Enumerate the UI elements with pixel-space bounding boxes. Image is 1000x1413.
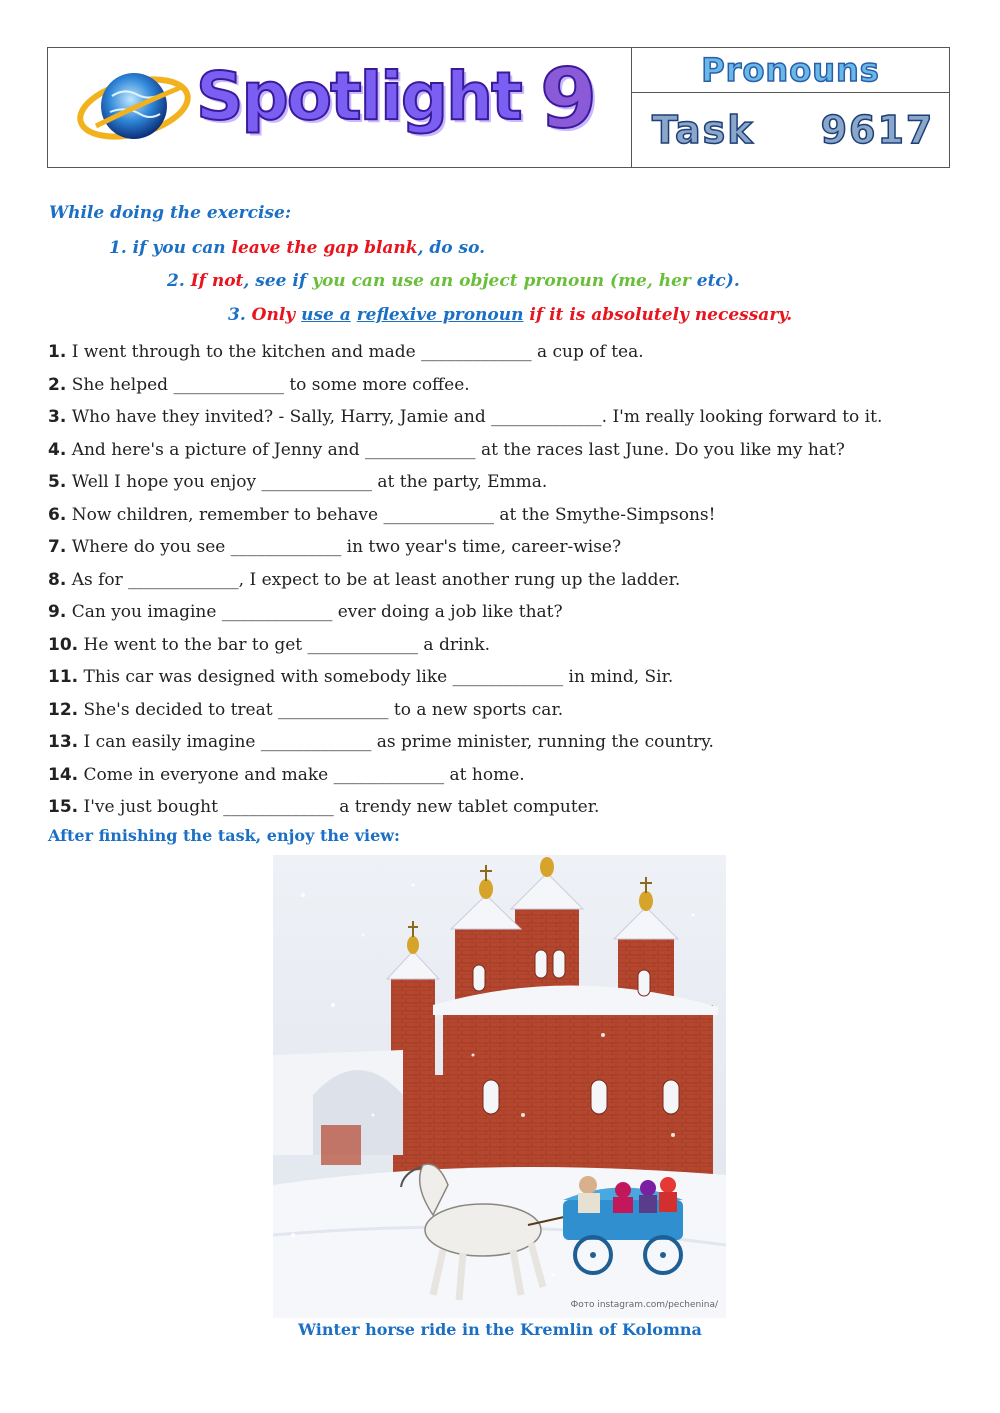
instruction-3-num: 3. xyxy=(228,305,246,325)
instruction-2-num: 2. xyxy=(167,271,185,291)
instruction-2-b: , see if xyxy=(243,271,307,291)
sentence-text: I went through to the kitchen and made _____________ a cup of tea. xyxy=(71,342,644,362)
sentence-number: 6. xyxy=(48,504,67,525)
instruction-2-c: you can use an object pronoun ( xyxy=(312,271,619,291)
instruction-3-a: Only xyxy=(251,305,296,325)
logo-wordmark: Spotlight xyxy=(196,58,521,135)
sentence-text: She's decided to treat _____________ to a new sports car. xyxy=(83,699,564,720)
list-item xyxy=(48,401,958,434)
list-item xyxy=(48,434,958,467)
task-cell xyxy=(632,93,949,167)
globe-icon xyxy=(76,66,196,146)
page-title: Pronouns xyxy=(701,51,880,89)
instruction-2 xyxy=(167,271,740,291)
list-item xyxy=(48,661,958,694)
sentence-text: Now children, remember to behave _____________ at the Smythe-Simpsons! xyxy=(71,504,716,525)
instruction-3 xyxy=(228,305,792,325)
list-item xyxy=(48,499,958,532)
list-item xyxy=(48,694,958,727)
list-item xyxy=(48,791,958,824)
photo-caption: Winter horse ride in the Kremlin of Kolomna xyxy=(298,1320,702,1339)
sentence-text: Can you imagine _____________ ever doing a job like that? xyxy=(71,602,563,622)
sentence-text: I can easily imagine _____________ as prime minister, running the country. xyxy=(83,732,714,752)
sentence-text: This car was designed with somebody like _____________ in mind, Sir. xyxy=(83,667,674,687)
header-box xyxy=(47,47,950,168)
instruction-1-b: leave the gap blank xyxy=(231,238,418,258)
title-panel xyxy=(632,48,949,167)
list-item xyxy=(48,369,958,402)
list-item xyxy=(48,336,958,369)
sentence-number: 14. xyxy=(48,764,79,785)
list-item xyxy=(48,531,958,564)
title-cell xyxy=(632,48,949,93)
sentence-number: 3. xyxy=(48,407,67,427)
kremlin-winter-photo xyxy=(273,855,726,1318)
sentence-text: Where do you see _____________ in two year's time, career-wise? xyxy=(71,537,622,557)
instruction-3-b: use a xyxy=(301,305,351,325)
instruction-1 xyxy=(109,238,485,258)
sentence-text: Come in everyone and make _____________ at home. xyxy=(83,764,525,785)
sentence-text: As for _____________, I expect to be at least another rung up the ladder. xyxy=(71,569,681,590)
sentence-number: 10. xyxy=(48,634,79,655)
logo-area xyxy=(48,48,632,167)
sentence-text: And here's a picture of Jenny and _____________ at the races last June. Do you like my hat? xyxy=(71,439,845,460)
sentence-number: 8. xyxy=(48,569,67,590)
sentence-number: 2. xyxy=(48,374,67,395)
sentence-number: 11. xyxy=(48,667,79,687)
sentence-text: She helped _____________ to some more coffee. xyxy=(71,374,470,395)
sentence-number: 5. xyxy=(48,472,67,492)
instruction-2-e: etc). xyxy=(696,271,740,291)
sentence-number: 12. xyxy=(48,699,79,720)
task-number: 9617 xyxy=(820,108,935,152)
sentence-text: I've just bought _____________ a trendy new tablet computer. xyxy=(83,797,600,817)
list-item xyxy=(48,596,958,629)
sentence-list xyxy=(48,336,958,824)
list-item xyxy=(48,629,958,662)
list-item xyxy=(48,759,958,792)
after-task-note: After finishing the task, enjoy the view: xyxy=(48,826,400,845)
instruction-3-e: . xyxy=(786,305,793,325)
instruction-1-num: 1. xyxy=(109,238,127,258)
sentence-text: He went to the bar to get _____________ a drink. xyxy=(83,634,491,655)
instruction-3-d: if it is absolutely necessary xyxy=(529,305,787,325)
instruction-2-a: If not xyxy=(190,271,244,291)
sentence-text: Who have they invited? - Sally, Harry, Jamie and _____________. I'm really looking forward to it. xyxy=(71,407,883,427)
sentence-text: Well I hope you enjoy _____________ at the party, Emma. xyxy=(71,472,548,492)
sentence-number: 4. xyxy=(48,439,67,460)
instruction-2-d: me, her xyxy=(618,271,691,291)
list-item xyxy=(48,726,958,759)
sentence-number: 1. xyxy=(48,342,67,362)
instruction-1-a: if you can xyxy=(132,238,226,258)
instruction-3-c: reflexive pronoun xyxy=(356,305,524,325)
task-label: Task xyxy=(652,108,755,152)
instruction-1-c: , do so. xyxy=(417,238,486,258)
list-item xyxy=(48,564,958,597)
sentence-number: 7. xyxy=(48,537,67,557)
logo-number: 9 xyxy=(540,52,598,147)
sentence-number: 13. xyxy=(48,732,79,752)
list-item xyxy=(48,466,958,499)
photo-credit: Фото instagram.com/pechenina/ xyxy=(570,1300,718,1310)
instructions-intro: While doing the exercise: xyxy=(49,203,292,223)
sentence-number: 15. xyxy=(48,797,79,817)
sentence-number: 9. xyxy=(48,602,67,622)
